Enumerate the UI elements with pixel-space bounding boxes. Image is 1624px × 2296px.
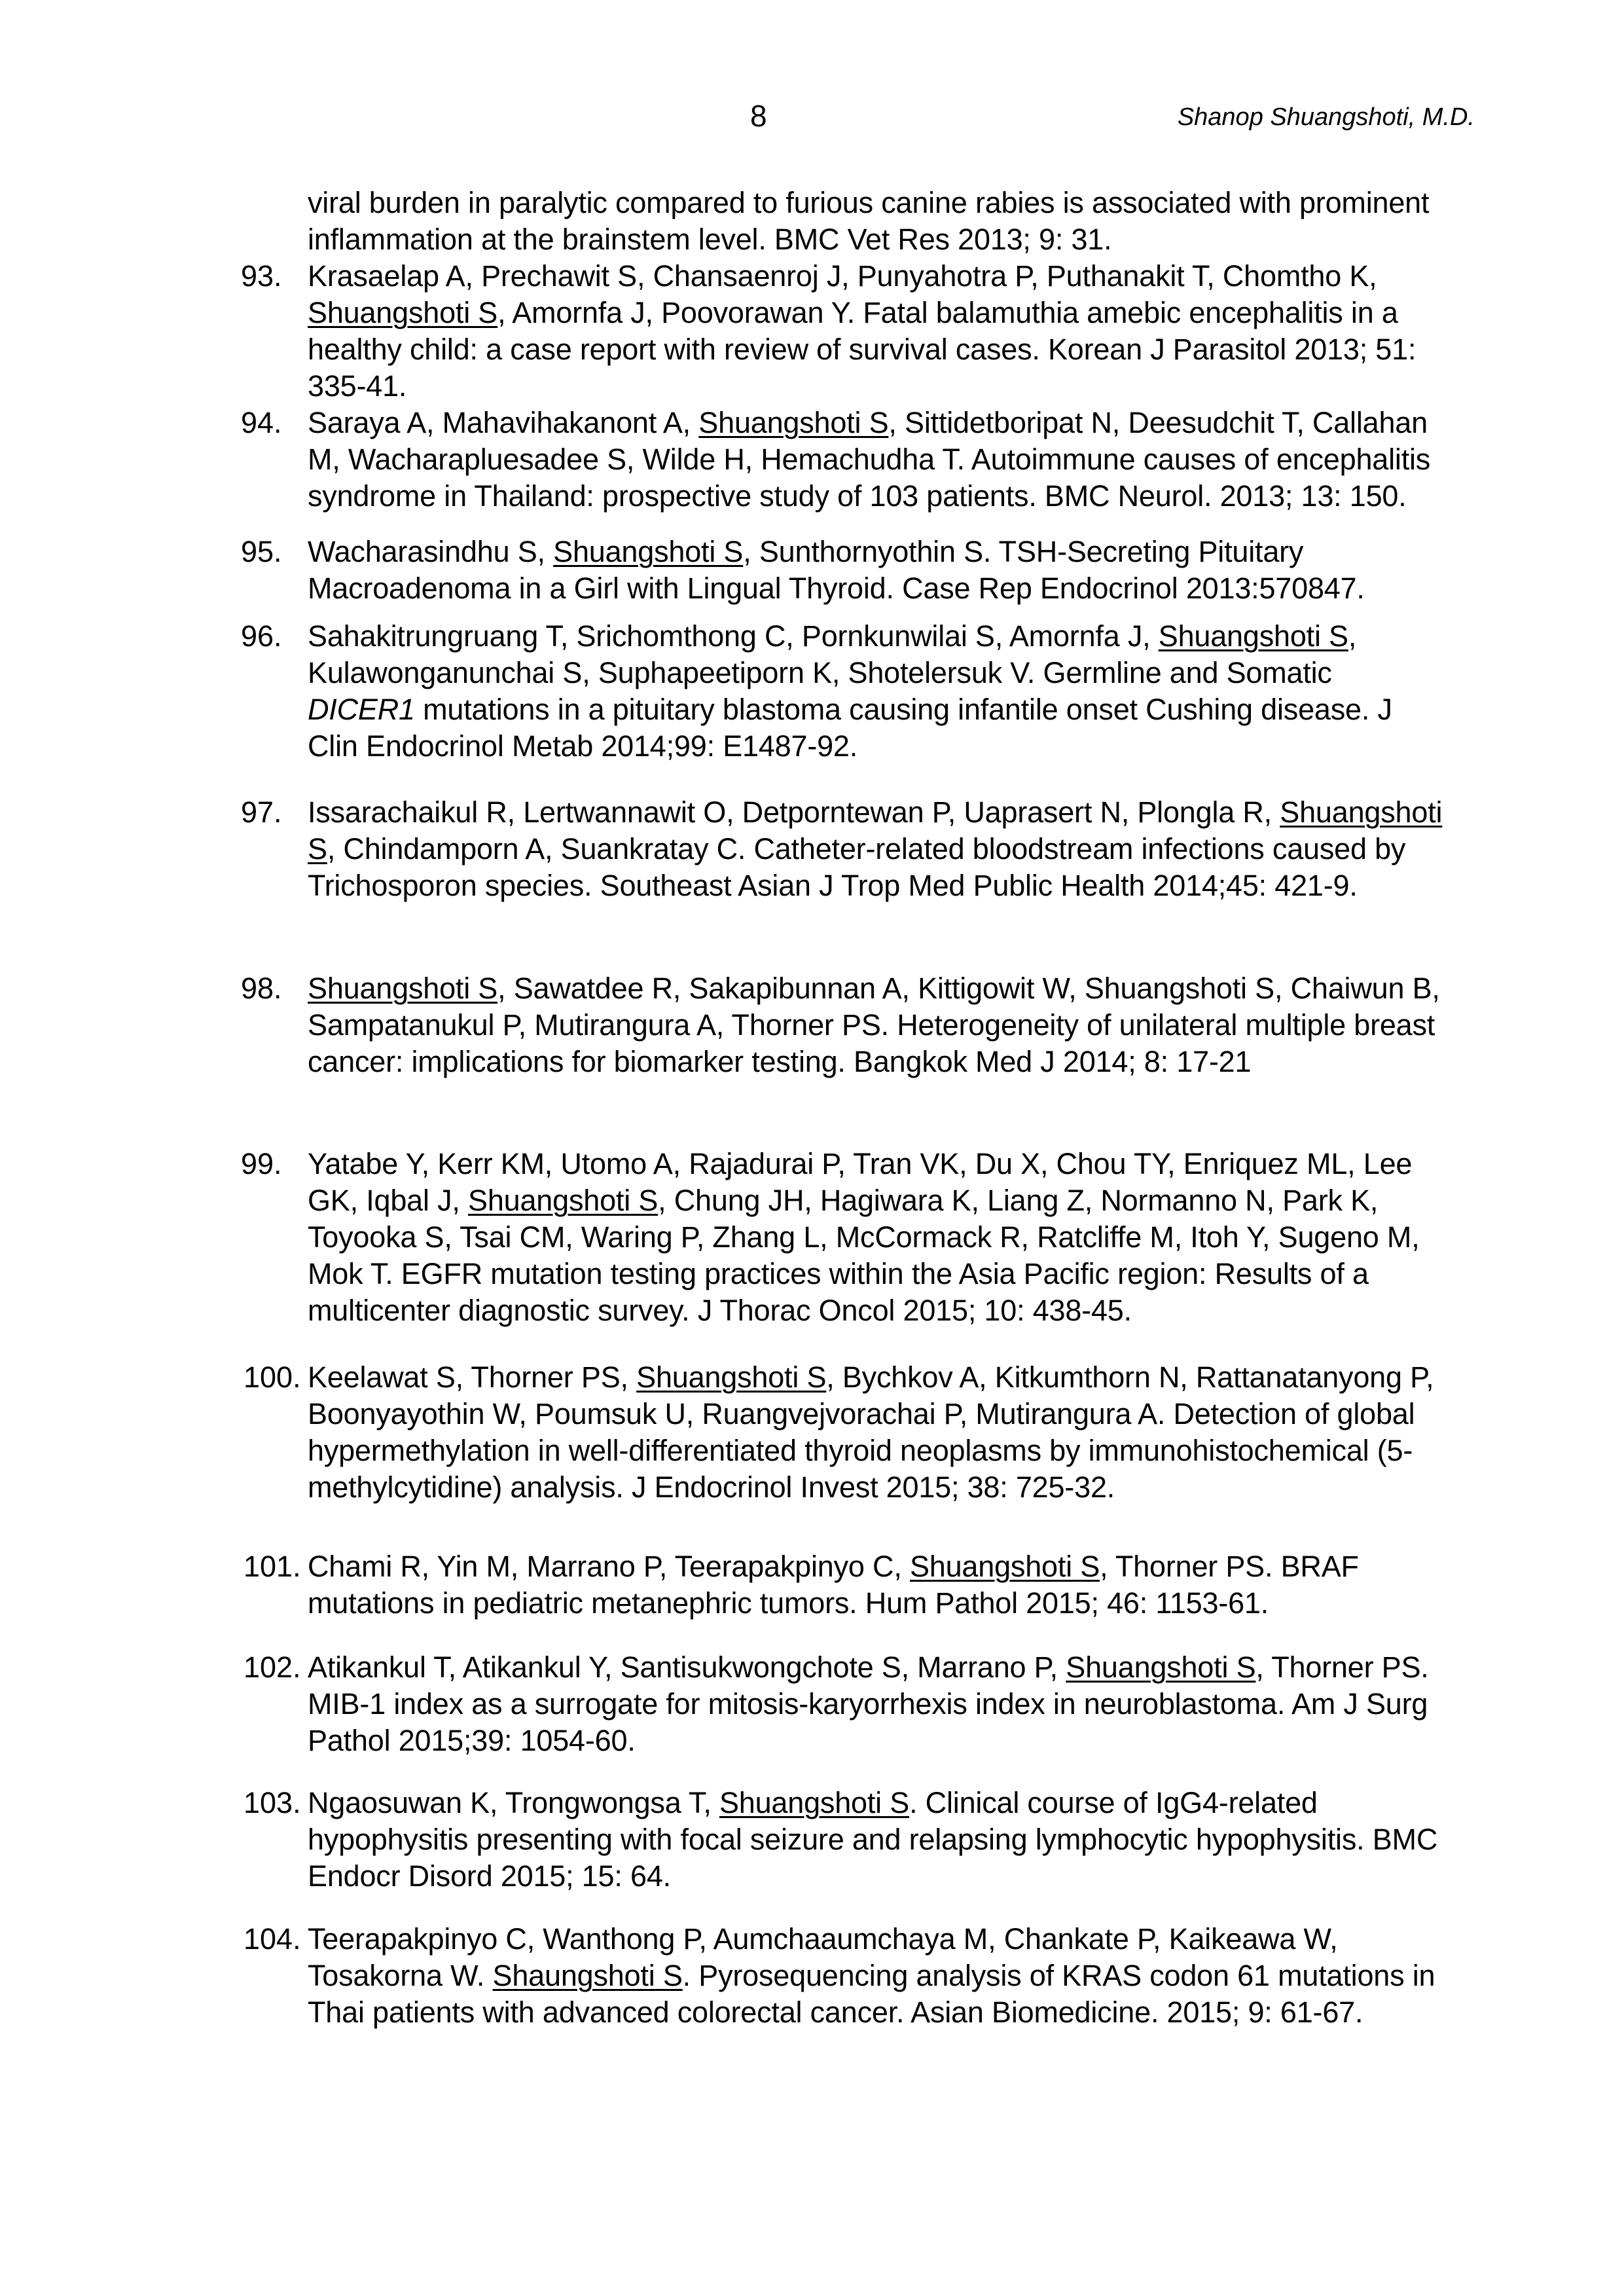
- reference-text-part: Issarachaikul R, Lertwannawit O, Detporntewan P, Uaprasert N, Plongla R,: [308, 795, 1280, 829]
- underlined-author: Shuangshoti S: [308, 972, 498, 1005]
- reference-number: 96.: [241, 619, 282, 653]
- reference-number: 101.: [244, 1550, 301, 1583]
- reference-number: 97.: [241, 795, 282, 829]
- reference-text-part: , Amornfa J, Poovorawan Y. Fatal balamuthia amebic encephalitis in a healthy child: a case report with review of survival cases. Korean J Parasitol 2013; 51: 335-41.: [308, 296, 1416, 403]
- underlined-author: Shuangshoti S: [698, 406, 889, 439]
- reference-text: [308, 258, 1447, 405]
- reference-number: 104.: [244, 1922, 301, 1956]
- reference-text-part: , Kulawonganunchai S, Suphapeetiporn K, Shotelersuk V. Germline and Somatic: [308, 619, 1357, 689]
- underlined-author: Shuangshoti S: [1066, 1650, 1256, 1684]
- underlined-author: Shuangshoti S: [308, 296, 498, 329]
- running-header-author: Shanop Shuangshoti, M.D.: [1177, 103, 1475, 131]
- underlined-author: Shuangshoti S: [719, 1786, 910, 1819]
- reference-text: [308, 970, 1447, 1080]
- reference-text-part: Krasaelap A, Prechawit S, Chansaenroj J, Punyahotra P, Puthanakit T, Chomtho K,: [308, 259, 1377, 293]
- reference-text-part: , Chung JH, Hagiwara K, Liang Z, Normanno N, Park K, Toyooka S, Tsai CM, Waring P, Zhang L, McCormack R, Ratcliffe M, Itoh Y, Sugeno M, Mok T. EGFR mutation testing practices within the Asia Pacific region: Results of a multicenter diagnostic survey. J Thorac Oncol 2015; 10: 438-45.: [308, 1184, 1420, 1327]
- reference-text-part: viral burden in paralytic compared to furious canine rabies is associated with prominent inflammation at the brainstem level. BMC Vet Res 2013; 9: 31.: [308, 186, 1430, 256]
- reference-text-part: . Pyrosequencing analysis of KRAS codon 61 mutations in Thai patients with advanced colorectal cancer. Asian Biomedicine. 2015; 9: 61-67.: [308, 1959, 1435, 2029]
- reference-text: [308, 1649, 1447, 1759]
- reference-text: [308, 1146, 1447, 1329]
- reference-text-part: , Sawatdee R, Sakapibunnan A, Kittigowit W, Shuangshoti S, Chaiwun B, Sampatanukul P, Mutirangura A, Thorner PS. Heterogeneity of unilateral multiple breast cancer: implications for biomarker testing. Bangkok Med J 2014; 8: 17-21: [308, 972, 1440, 1078]
- underlined-author: Shaungshoti S: [492, 1959, 683, 1992]
- reference-text: [308, 1785, 1447, 1895]
- reference-number: 103.: [244, 1786, 301, 1819]
- reference-text-part: Yatabe Y, Kerr KM, Utomo A, Rajadurai P, Tran VK, Du X, Chou TY, Enriquez ML, Lee GK, Iqbal J,: [308, 1147, 1413, 1217]
- page-number: 8: [750, 99, 767, 133]
- reference-text-part: Keelawat S, Thorner PS,: [308, 1360, 637, 1394]
- reference-text-part: Teerapakpinyo C, Wanthong P, Aumchaaumchaya M, Chankate P, Kaikeawa W, Tosakorna W.: [308, 1922, 1338, 1992]
- reference-text-part: , Sittidetboripat N, Deesudchit T, Callahan M, Wacharapluesadee S, Wilde H, Hemachudha T. Autoimmune causes of encephalitis syndrome in Thailand: prospective study of 103 patients. BMC Neurol. 2013; 13: 150.: [308, 406, 1431, 513]
- reference-number: 94.: [241, 406, 282, 439]
- reference-text-part: Sahakitrungruang T, Srichomthong C, Pornkunwilai S, Amornfa J,: [308, 619, 1159, 653]
- reference-number: 98.: [241, 972, 282, 1005]
- reference-text-part: , Sunthornyothin S. TSH-Secreting Pituitary Macroadenoma in a Girl with Lingual Thyroid. Case Rep Endocrinol 2013:570847.: [308, 535, 1365, 605]
- underlined-author: Shuangshoti S: [468, 1184, 659, 1217]
- reference-text-part: Ngaosuwan K, Trongwongsa T,: [308, 1786, 719, 1819]
- reference-text: [308, 1359, 1447, 1506]
- reference-text: [308, 405, 1447, 515]
- gene-name-italic: DICER1: [308, 693, 415, 726]
- reference-text-part: , Thorner PS. BRAF mutations in pediatric metanephric tumors. Hum Pathol 2015; 46: 1153-61.: [308, 1550, 1359, 1620]
- reference-text-part: . Clinical course of IgG4-related hypophysitis presenting with focal seizure and relapsing lymphocytic hypophysitis. BMC Endocr Disord 2015; 15: 64.: [308, 1786, 1438, 1893]
- reference-text: [308, 534, 1447, 607]
- reference-text-part: , Chindamporn A, Suankratay C. Catheter-related bloodstream infections caused by Trichosporon species. Southeast Asian J Trop Med Public Health 2014;45: 421-9.: [308, 832, 1406, 902]
- reference-text-part: , Thorner PS. MIB-1 index as a surrogate for mitosis-karyorrhexis index in neuroblastoma. Am J Surg Pathol 2015;39: 1054-60.: [308, 1650, 1429, 1757]
- underlined-author: Shuangshoti S: [308, 795, 1443, 866]
- reference-text-part: Wacharasindhu S,: [308, 535, 554, 568]
- reference-number: 102.: [244, 1650, 301, 1684]
- reference-number: 95.: [241, 535, 282, 568]
- reference-text: [308, 618, 1447, 765]
- reference-text: [308, 1921, 1447, 2031]
- reference-text-part: mutations in a pituitary blastoma causing infantile onset Cushing disease. J Clin Endocrinol Metab 2014;99: E1487-92.: [308, 693, 1392, 763]
- underlined-author: Shuangshoti S: [553, 535, 744, 568]
- reference-text-part: , Bychkov A, Kitkumthorn N, Rattanatanyong P, Boonyayothin W, Poumsuk U, Ruangvejvorachai P, Mutirangura A. Detection of global hypermethylation in well-differentiated thyroid neoplasms by immunohistochemical (5-methylcytidine) analysis. J Endocrinol Invest 2015; 38: 725-32.: [308, 1360, 1434, 1504]
- reference-text-part: Chami R, Yin M, Marrano P, Teerapakpinyo C,: [308, 1550, 910, 1583]
- underlined-author: Shuangshoti S: [909, 1550, 1100, 1583]
- reference-number: 99.: [241, 1147, 282, 1180]
- underlined-author: Shuangshoti S: [1158, 619, 1348, 653]
- reference-text-part: Atikankul T, Atikankul Y, Santisukwongchote S, Marrano P,: [308, 1650, 1066, 1684]
- reference-text: [308, 1548, 1447, 1622]
- underlined-author: Shuangshoti S: [636, 1360, 827, 1394]
- reference-text: [308, 185, 1447, 258]
- reference-text-part: Saraya A, Mahavihakanont A,: [308, 406, 699, 439]
- reference-text: [308, 794, 1447, 904]
- reference-number: 100.: [244, 1360, 301, 1394]
- reference-number: 93.: [241, 259, 282, 293]
